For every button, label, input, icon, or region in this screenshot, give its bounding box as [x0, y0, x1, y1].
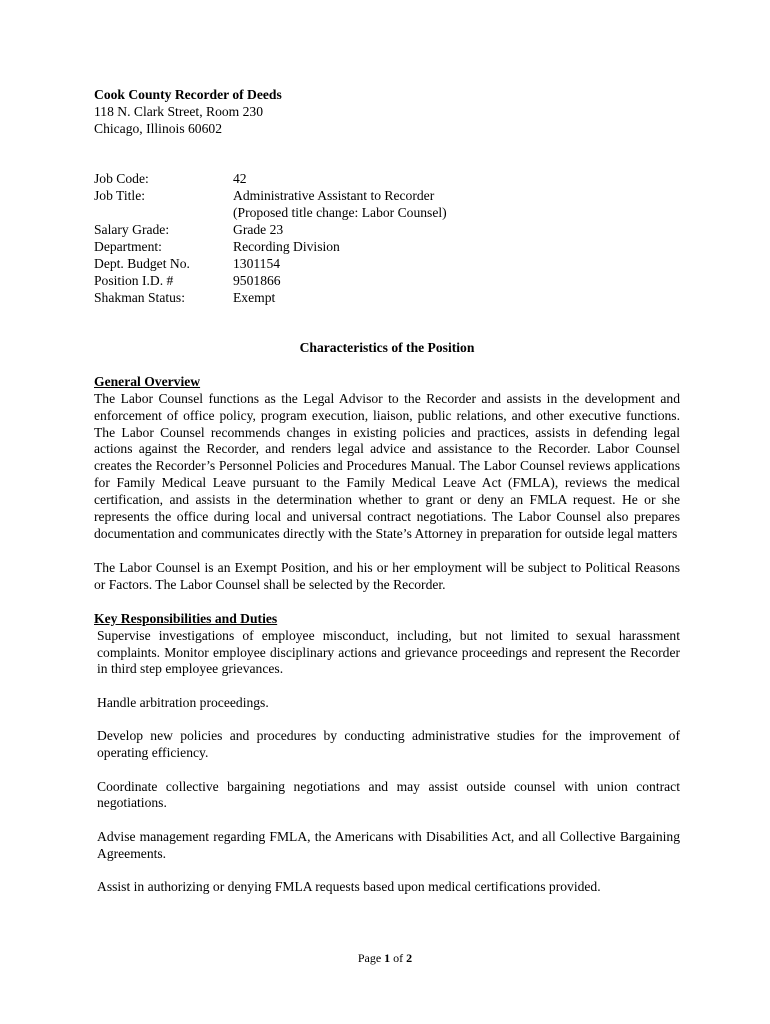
- section-title: Characteristics of the Position: [299, 339, 475, 355]
- job-info-value: Administrative Assistant to Recorder: [233, 188, 435, 204]
- job-info-value: 42: [233, 171, 247, 187]
- job-info-label: Department:: [94, 238, 162, 254]
- job-info-row: [94, 205, 447, 222]
- address-line-1: 118 N. Clark Street, Room 230: [94, 103, 264, 119]
- page-word: Page: [357, 951, 382, 965]
- page-total: 2: [406, 951, 413, 965]
- job-info-label: Dept. Budget No.: [94, 255, 190, 271]
- job-info-label: Shakman Status:: [94, 289, 186, 305]
- overview-paragraph: The Labor Counsel functions as the Legal Advisor to the Recorder and assists in the development and enforcement of office policy, program execution, liaison, public relations, and other executive functions. The Labor Counsel recommends changes in existing policies and practices, assists in defending legal actions against the Recorder, and renders legal advice and assistance to the Recorder. Labor Counsel creates the Recorder’s Personnel Policies and Procedures Manual. The Labor Counsel reviews applications for Family Medical Leave pursuant to the Family Medical Leave Act (FMLA), reviews the medical certification, and assists in the determination whether to grant or deny an FMLA request. He or she represents the office during local and universal contract negotiations. The Labor Counsel also prepares documentation and communicates directly with the State’s Attorney in preparation for outside legal matters: [94, 390, 680, 542]
- job-info-table: [94, 171, 447, 306]
- general-overview-heading: General Overview: [94, 373, 201, 389]
- job-info-label: [94, 205, 233, 222]
- of-word: of: [393, 951, 404, 965]
- document-page: [94, 87, 680, 896]
- address-line-2: Chicago, Illinois 60602: [94, 120, 222, 136]
- job-info-value: Recording Division: [233, 238, 340, 254]
- job-info-value: 9501866: [233, 272, 281, 288]
- duty-item: Develop new policies and procedures by conducting administrative studies for the improvement of operating efficiency.: [97, 728, 680, 761]
- job-info-row: [94, 256, 447, 273]
- job-info-label: Position I.D. #: [94, 272, 174, 288]
- exempt-paragraph: The Labor Counsel is an Exempt Position, and his or her employment will be subject to Political Reasons or Factors. The Labor Counsel shall be selected by the Recorder.: [94, 559, 680, 592]
- duty-item: Supervise investigations of employee misconduct, including, but not limited to sexual harassment complaints. Monitor employee disciplinary actions and grievance proceedings and represent the Recorder in third step employee grievances.: [97, 627, 680, 677]
- job-info-label: Salary Grade:: [94, 221, 170, 237]
- page-number: 1: [384, 951, 391, 965]
- duty-item: Assist in authorizing or denying FMLA requests based upon medical certifications provided.: [97, 879, 601, 895]
- job-info-label: Job Code:: [94, 171, 149, 187]
- job-info-label: Job Title:: [94, 188, 146, 204]
- key-responsibilities-heading: Key Responsibilities and Duties: [94, 610, 278, 626]
- job-info-row: [94, 290, 447, 307]
- job-info-value: (Proposed title change: Labor Counsel): [233, 205, 447, 221]
- job-info-value: Grade 23: [233, 221, 284, 237]
- job-info-row: [94, 239, 447, 256]
- job-info-value: 1301154: [233, 255, 281, 271]
- job-info-row: [94, 188, 447, 205]
- job-info-row: [94, 273, 447, 290]
- job-info-row: [94, 222, 447, 239]
- letterhead: [94, 87, 680, 138]
- org-name: Cook County Recorder of Deeds: [94, 87, 282, 102]
- duty-item: Handle arbitration proceedings.: [97, 694, 269, 710]
- job-info-value: Exempt: [233, 289, 276, 305]
- job-info-row: [94, 171, 447, 188]
- page-footer: [0, 951, 770, 966]
- duties-list: [94, 628, 680, 896]
- duty-item: Coordinate collective bargaining negotiations and may assist outside counsel with union contract negotiations.: [97, 778, 680, 811]
- duty-item: Advise management regarding FMLA, the Americans with Disabilities Act, and all Collective Bargaining Agreements.: [97, 828, 680, 861]
